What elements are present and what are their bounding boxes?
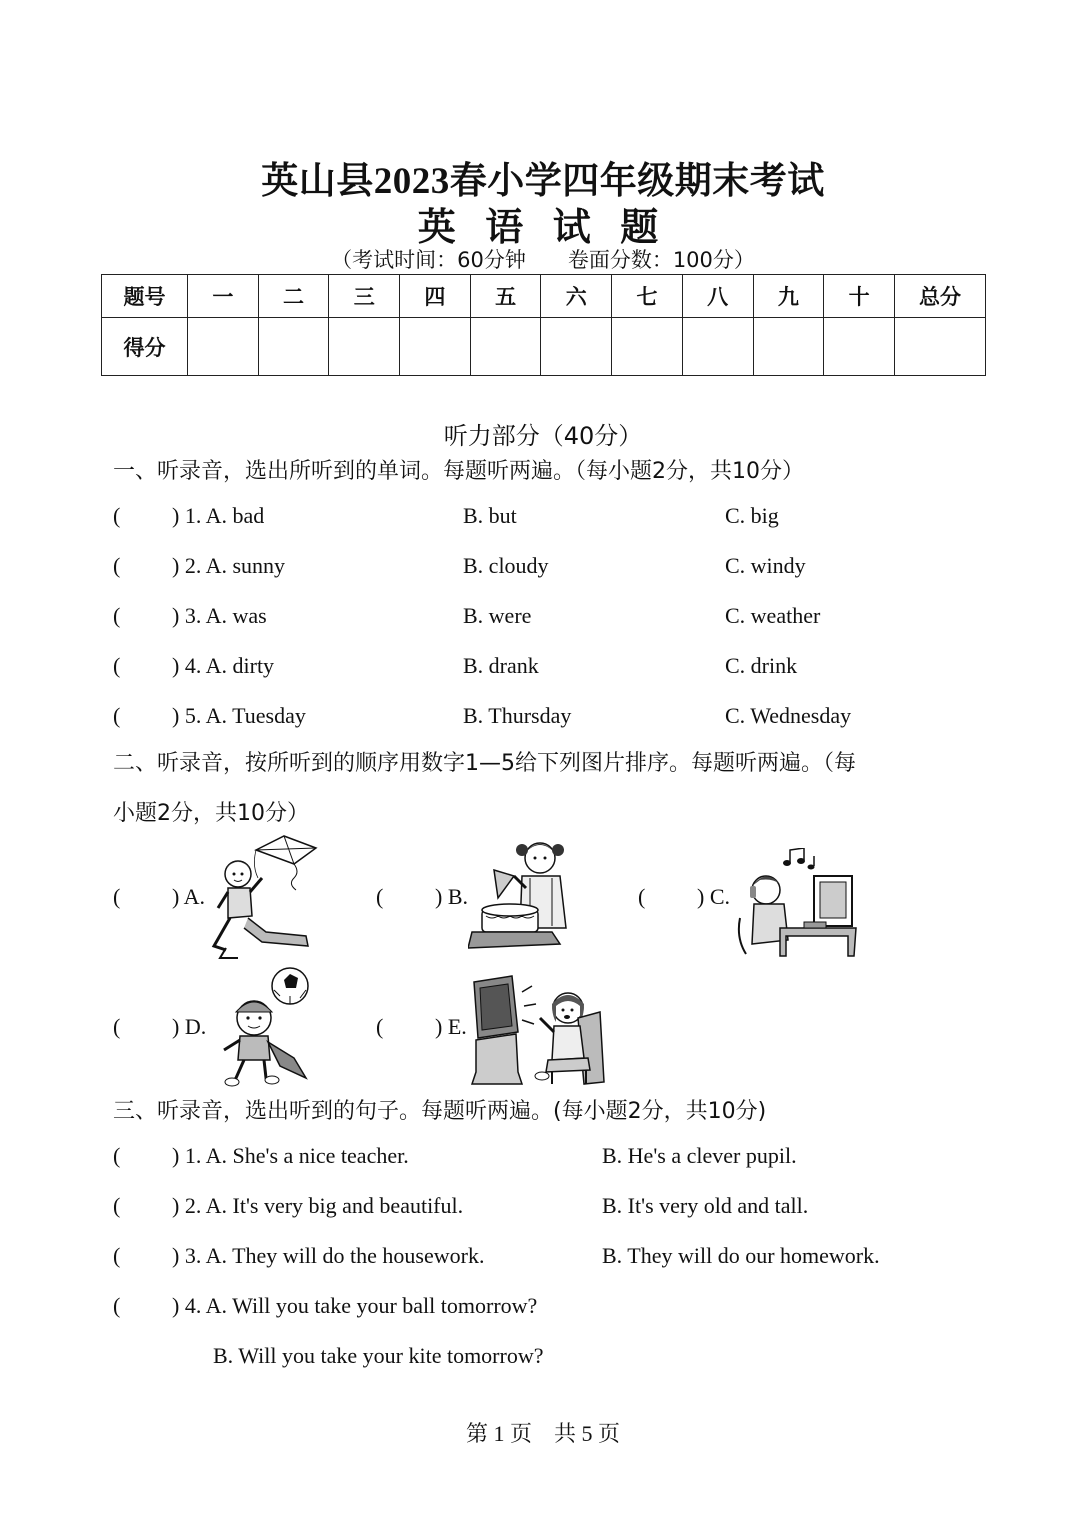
picture-label: ) D. [172,1014,207,1039]
girl-watching-tv-image [468,972,608,1088]
picture-label: ) B. [435,884,468,909]
score-cell[interactable] [753,318,824,376]
picture-label: ) C. [697,884,730,909]
score-table-header: 五 [470,275,541,318]
answer-paren[interactable]: ( [638,884,646,909]
answer-paren[interactable]: ( [113,1143,121,1168]
sentence-option-a: ) 4. A. Will you take your ball tomorrow? [172,1293,538,1318]
answer-paren[interactable]: ( [113,703,121,728]
question-option-a: ) 5. A. Tuesday [172,703,306,728]
question-option-c: C. big [725,503,779,528]
score-table-header: 一 [188,275,259,318]
sentence-option-a: ) 3. A. They will do the housework. [172,1243,485,1268]
part2-instruction-line2: 小题2分，共10分） [113,801,309,826]
girl-decorating-cake-image [468,836,580,956]
score-table-header: 十 [824,275,895,318]
answer-paren[interactable]: ( [113,553,121,578]
boy-playing-football-image [210,966,314,1088]
section-heading: 听力部分（40分） [443,422,643,450]
question-option-b: B. were [463,603,532,628]
score-cell[interactable] [612,318,683,376]
sentence-option-b: B. He's a clever pupil. [602,1143,797,1168]
sentence-option-a: ) 1. A. She's a nice teacher. [172,1143,409,1168]
score-cell[interactable] [188,318,259,376]
score-cell[interactable] [400,318,471,376]
part1-instruction: 一、听录音，选出所听到的单词。每题听两遍。（每小题2分，共10分） [113,459,804,484]
question-option-a: ) 4. A. dirty [172,653,275,678]
question-option-a: ) 3. A. was [172,603,267,628]
question-option-c: C. weather [725,603,821,628]
answer-paren[interactable]: ( [113,503,121,528]
question-option-a: ) 1. A. bad [172,503,265,528]
answer-paren[interactable]: ( [113,1243,121,1268]
question-option-b: B. but [463,503,517,528]
answer-paren[interactable]: ( [113,653,121,678]
answer-paren[interactable]: ( [113,603,121,628]
question-option-c: C. drink [725,653,798,678]
part3-instruction: 三、听录音，选出听到的句子。每题听两遍。(每小题2分，共10分) [113,1099,767,1124]
score-table [101,274,986,376]
answer-paren[interactable]: ( [113,1293,121,1318]
score-cell[interactable] [470,318,541,376]
boy-flying-kite-image [206,828,322,962]
answer-paren[interactable]: ( [113,1014,121,1039]
picture-label: ) E. [435,1014,467,1039]
sentence-option-b: B. They will do our homework. [602,1243,880,1268]
boy-at-computer-music-image [736,848,860,958]
score-cell[interactable] [895,318,986,376]
score-table-header: 九 [753,275,824,318]
score-table-header: 四 [400,275,471,318]
answer-paren[interactable]: ( [376,884,384,909]
question-option-b: B. Thursday [463,703,572,728]
exam-title: 英山县2023春小学四年级期末考试 [261,161,825,202]
part2-instruction-line1: 二、听录音，按所听到的顺序用数字1—5给下列图片排序。每题听两遍。（每 [113,751,856,776]
score-table-header: 总分 [895,275,986,318]
score-row-label: 得分 [102,318,188,376]
score-cell[interactable] [258,318,329,376]
question-option-b: B. cloudy [463,553,549,578]
page-number: 第 1 页 共 5 页 [465,1421,620,1446]
answer-paren[interactable]: ( [113,884,121,909]
sentence-option-b: B. Will you take your kite tomorrow? [213,1343,544,1368]
subject-title: 英 语 试 题 [417,207,669,249]
score-table-header: 七 [612,275,683,318]
sentence-option-a: ) 2. A. It's very big and beautiful. [172,1193,464,1218]
score-table-header: 六 [541,275,612,318]
question-option-c: C. windy [725,553,806,578]
score-cell[interactable] [541,318,612,376]
score-table-header: 题号 [102,275,188,318]
sentence-option-b: B. It's very old and tall. [602,1193,809,1218]
answer-paren[interactable]: ( [113,1193,121,1218]
score-table-header: 二 [258,275,329,318]
question-option-c: C. Wednesday [725,703,852,728]
score-table-header: 三 [329,275,400,318]
exam-info: （考试时间：60分钟 卷面分数：100分） [331,248,755,272]
question-option-a: ) 2. A. sunny [172,553,286,578]
answer-paren[interactable]: ( [376,1014,384,1039]
picture-label: ) A. [172,884,205,909]
score-cell[interactable] [824,318,895,376]
score-cell[interactable] [682,318,753,376]
score-cell[interactable] [329,318,400,376]
score-table-header: 八 [682,275,753,318]
question-option-b: B. drank [463,653,539,678]
